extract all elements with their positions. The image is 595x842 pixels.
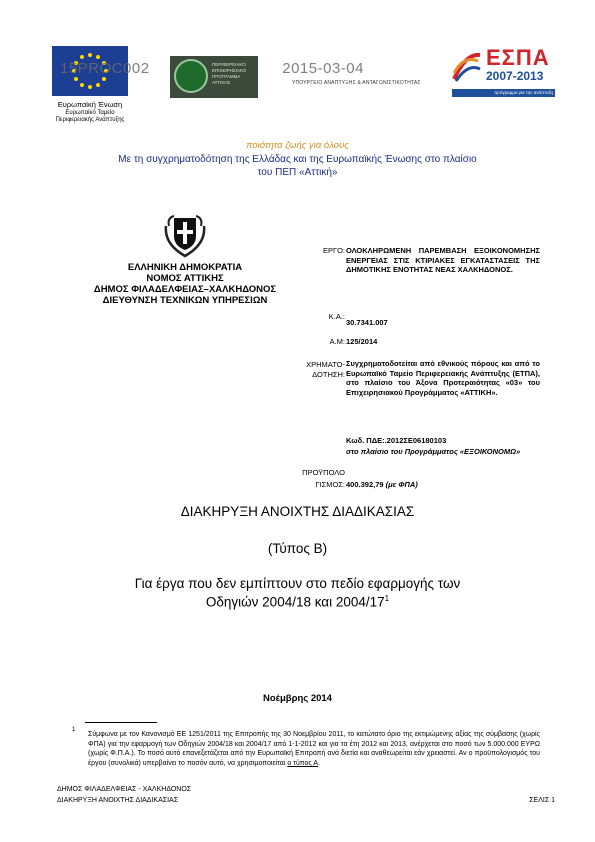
document-stamp	[60, 60, 364, 77]
ka-label: Κ.Α.:	[328, 312, 345, 321]
authority-line-2: ΝΟΜΟΣ ΑΤΤΙΚΗΣ	[146, 273, 224, 284]
footnote-ref: 1	[384, 594, 390, 603]
stamp-date: 2015-03-04	[282, 60, 364, 77]
footnote-divider	[85, 722, 157, 723]
logo2-text: ΠΕΡΙΦΕΡΕΙΑΚΟ ΕΠΙΧΕΙΡΗΣΙΑΚΟ ΠΡΟΓΡΑΜΜΑ ΑΤΤΙΚΗΣ	[212, 62, 247, 85]
authority-line-4: ΔΙΕΥΘΥΝΣΗ ΤΕΧΝΙΚΩΝ ΥΠΗΡΕΣΙΩΝ	[102, 295, 268, 306]
footnote-text	[88, 730, 540, 768]
ergo-label: ΕΡΓΟ:	[322, 246, 345, 255]
espa-logo	[452, 45, 555, 101]
pde-code: Κωδ. ΠΔΕ:.2012ΣΕ06180103	[346, 436, 447, 445]
funding-value: Συγχρηματοδοτείται από εθνικούς πόρους και από το Ευρωπαϊκό Ταμείο Περιφερειακής Ανάπτυξης (ΕΤΠΑ), στο πλαίσιο του Άξονα Προτεραιότητας «03» του Επιχειρησιακού Προγράμματος «ΑΤΤΙΚΗ».	[346, 359, 540, 397]
footnote-link[interactable]: ο τύπος Α	[287, 759, 318, 767]
footer-page-number: ΣΕΛΙΣ 1	[529, 797, 555, 804]
budget-value	[346, 480, 540, 490]
document-type: (Τύπος Β)	[267, 541, 328, 556]
stamp-code: 15PROC002	[60, 60, 150, 77]
document-title: ΔΙΑΚΗΡΥΞΗ ΑΝΟΙΧΤΗΣ ΔΙΑΔΙΚΑΣΙΑΣ	[180, 504, 415, 519]
am-value: 125/2014	[346, 337, 378, 346]
am-label: Α.Μ:	[329, 337, 345, 346]
scope-line-2	[0, 594, 595, 610]
eu-caption-3: Περιφερειακής Ανάπτυξης	[55, 117, 125, 123]
footer-municipality: ΔΗΜΟΣ ΦΙΛΑΔΕΛΦΕΙΑΣ - ΧΑΛΚΗΔΟΝΟΣ	[57, 786, 192, 793]
footnote-end: .	[318, 759, 320, 767]
funding-label-1: ΧΡΗΜΑΤΟ-	[306, 360, 345, 369]
cofunding-line-1: Με τη συγχρηματοδότηση της Ελλάδας και της Ευρωπαϊκής Ένωσης στο πλαίσιο	[118, 154, 477, 165]
footnote-body: Σύμφωνα με τον Κανονισμό ΕΕ 1251/2011 της Επιτροπής της 30 Νοεμβρίου 2011, το κατώτατο όριο της εκτιμώμενης αξίας της σύμβασης (χωρίς ΦΠΑ) για την εφαρμογή των Οδηγιών 2004/18 και 2004/17 από 1-1-2012 και για τα έτη 2012 και 2013, ανέρχεται στο ποσό των 5.000.000 ΕΥΡΩ (χωρίς Φ.Π.Α.). Το ποσό αυτό επανεξετάζεται από την Ευρωπαϊκή Επιτροπή ανά διετία και αναθεωρείται εάν χρειαστεί. Αν ο προϋπολογισμός του έργου (συνολικά) υπερβαίνει το ποσόν αυτό, να χρησιμοποιείται	[88, 731, 540, 767]
footer-doc-title: ΔΙΑΚΗΡΥΞΗ ΑΝΟΙΧΤΗΣ ΔΙΑΔΙΚΑΣΙΑΣ	[57, 797, 179, 804]
footnote-number: 1	[72, 727, 76, 733]
espa-bar	[452, 89, 555, 97]
scope-line-2-text: Οδηγιών 2004/18 και 2004/17	[205, 594, 385, 610]
budget-vat: (με ΦΠΑ)	[385, 480, 418, 489]
ka-value: 30.7341.007	[346, 318, 388, 327]
document-date: Νοέμβρης 2014	[263, 693, 332, 704]
eu-caption-1: Ευρωπαϊκή Ένωση	[57, 100, 123, 109]
authority-line-1: ΕΛΛΗΝΙΚΗ ΔΗΜΟΚΡΑΤΙΑ	[127, 262, 243, 273]
funding-label-2: ΔΟΤΗΣΗ:	[312, 370, 345, 379]
programme-line: στο πλαίσιο του Προγράμματος «ΕΞΟΙΚΟΝΟΜΩ»	[346, 447, 521, 456]
coat-of-arms-icon	[160, 208, 210, 258]
budget-label-2: ΓΙΣΜΟΣ:	[315, 480, 345, 489]
espa-bar-text: πρόγραμμα για την ανάπτυξη	[494, 90, 553, 95]
ministry-label: ΥΠΟΥΡΓΕΙΟ ΑΝΑΠΤΥΞΗΣ & ΑΝΤΑΓΩΝΙΣΤΙΚΟΤΗΤΑΣ	[292, 80, 421, 86]
ergo-value: ΟΛΟΚΛΗΡΩΜΕΝΗ ΠΑΡΕΜΒΑΣΗ ΕΞΟΙΚΟΝΟΜΗΣΗΣ ΕΝΕΡΓΕΙΑΣ ΣΤΙΣ ΚΤΙΡΙΑΚΕΣ ΕΓΚΑΤΑΣΤΑΣΕΙΣ ΤΗΣ ΔΗΜΟΤΙΚΗΣ ΕΝΟΤΗΤΑΣ ΝΕΑΣ ΧΑΛΚΗΔΟΝΟΣ.	[346, 246, 540, 275]
cofunding-line-2: του ΠΕΠ «Αττική»	[257, 167, 338, 178]
eu-caption-2: Ευρωπαϊκό Ταμείο	[65, 110, 115, 116]
scope-line-1: Για έργα που δεν εμπίπτουν στο πεδίο εφαρμογής των	[134, 576, 461, 591]
espa-word: ΕΣΠΑ	[486, 45, 550, 70]
budget-label-1: ΠΡΟΫΠΟΛΟ	[302, 468, 345, 477]
authority-line-3: ΔΗΜΟΣ ΦΙΛΑΔΕΛΦΕΙΑΣ–ΧΑΛΚΗΔΟΝΟΣ	[93, 284, 277, 295]
quality-slogan: ποιότητα ζωής για όλους	[246, 140, 349, 151]
budget-amount: 400.392,79	[346, 480, 384, 489]
espa-years: 2007-2013	[486, 69, 544, 83]
